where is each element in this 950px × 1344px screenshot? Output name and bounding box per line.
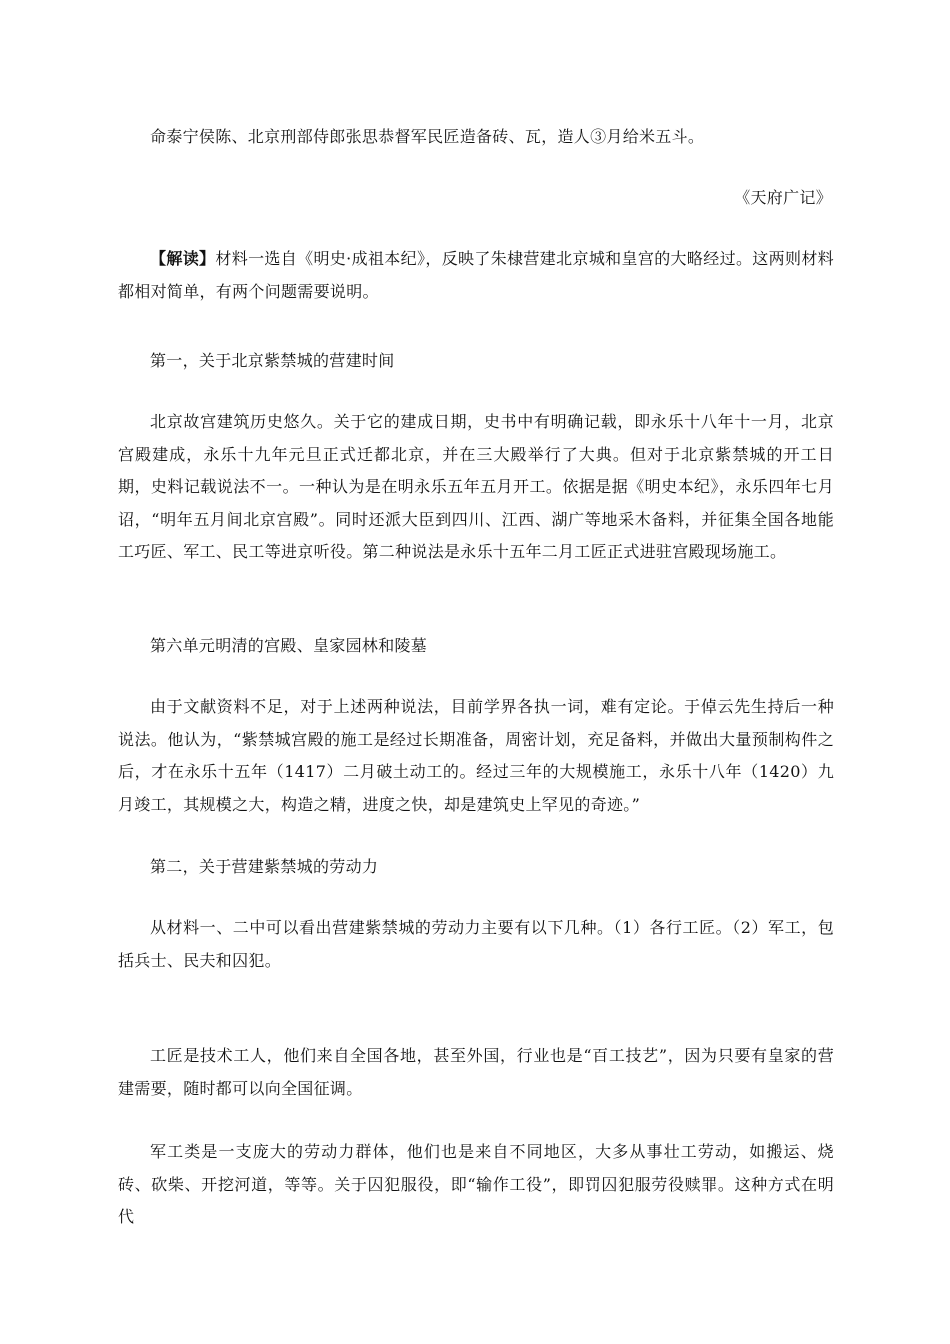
section-heading-labor: 第二，关于营建紫禁城的劳动力 [150,857,379,876]
section-heading-construction-time: 第一，关于北京紫禁城的营建时间 [150,351,395,370]
paragraph-order-text: 命泰宁侯陈、北京刑部侍郎张思恭督军民匠造备砖、瓦，造人③月给米五斗。 [150,127,705,146]
unit-heading: 第六单元明清的宫殿、皇家园林和陵墓 [150,636,428,655]
interpretation-paragraph [118,243,834,308]
interpretation-text: 材料一选自《明史·成祖本纪》，反映了朱棣营建北京城和皇宫的大略经过。这两则材料都相对简单，有两个问题需要说明。 [118,249,834,301]
paragraph-labor-types: 从材料一、二中可以看出营建紫禁城的劳动力主要有以下几种。（1）各行工匠。（2）军工，包括兵士、民夫和囚犯。 [118,918,834,970]
paragraph-military-labor: 军工类是一支庞大的劳动力群体，他们也是来自不同地区，大多从事壮工劳动，如搬运、烧砖、砍柴、开挖河道，等等。关于囚犯服役，即“输作工役”，即罚囚犯服劳役赎罪。这种方式在明代 [118,1142,834,1226]
paragraph-scholarly-views: 由于文献资料不足，对于上述两种说法，目前学界各执一词，难有定论。于倬云先生持后一种说法。他认为，“紫禁城宫殿的施工是经过长期准备，周密计划，充足备料，并做出大量预制构件之后，才在永乐十五年（1417）二月破土动工的。经过三年的大规模施工，永乐十八年（1420）九月竣工，其规模之大，构造之精，进度之快，却是建筑史上罕见的奇迹。” [118,697,834,814]
interpretation-label: 【解读】 [150,249,216,268]
paragraph-craftsmen: 工匠是技术工人，他们来自全国各地，甚至外国，行业也是“百工技艺”，因为只要有皇家的营建需要，随时都可以向全国征调。 [118,1046,834,1098]
source-citation: 《天府广记》 [734,188,832,207]
paragraph-construction-history: 北京故宫建筑历史悠久。关于它的建成日期，史书中有明确记载，即永乐十八年十一月，北京宫殿建成，永乐十九年元旦正式迁都北京，并在三大殿举行了大典。但对于北京紫禁城的开工日期，史料记载说法不一。一种认为是在明永乐五年五月开工。依据是据《明史本纪》，永乐四年七月诏，“明年五月间北京宫殿”。同时还派大臣到四川、江西、湖广等地采木备料，并征集全国各地能工巧匠、军工、民工等进京听役。第二种说法是永乐十五年二月工匠正式进驻宫殿现场施工。 [118,412,834,561]
